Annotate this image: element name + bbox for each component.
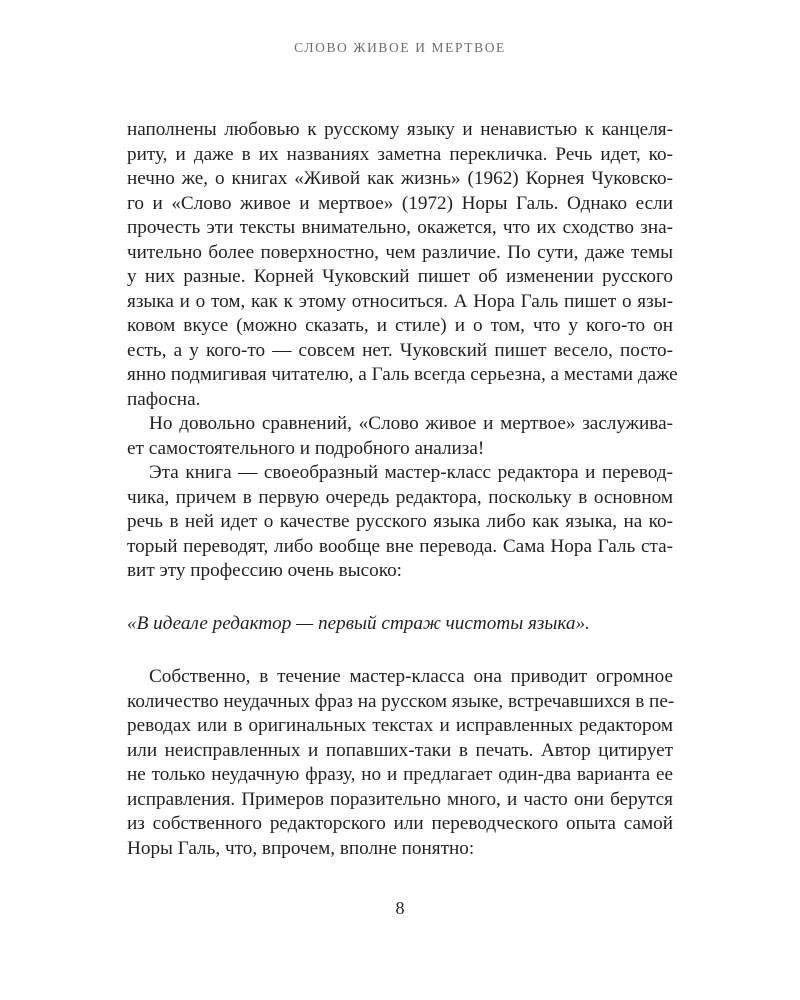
body-text-block-2 [127, 665, 673, 861]
text-line: прочесть эти тексты внимательно, окажется, что их сходство зна- [127, 217, 673, 238]
text-line: или неисправленных и попавших-таки в печать. Автор цитирует [127, 739, 673, 761]
text-line: есть, а у кого-то — совсем нет. Чуковский пишет весело, посто- [127, 339, 673, 361]
text-line: го и «Слово живое и мертвое» (1972) Норы Галь. Однако если [127, 192, 673, 214]
text-line: риту, и даже в их названиях заметна перекличка. Речь идет, ко- [127, 143, 673, 165]
text-line: нечно же, о книгах «Живой как жизнь» (1962) Корнея Чуковско- [127, 168, 673, 189]
text-line: торый переводят, либо вообще вне перевода. Сама Нора Галь ста- [127, 535, 673, 557]
text-line: чика, причем в первую очередь редактора, поскольку в основном [127, 486, 673, 508]
text-line: ковом вкусе (можно сказать, и стиле) и о том, что у кого-то он [127, 315, 673, 336]
running-header: СЛОВО ЖИВОЕ И МЕРТВОЕ [294, 40, 506, 55]
text-line: наполнены любовью к русскому языку и ненавистью к канцеля- [127, 119, 673, 140]
text-line: пафосна. [127, 388, 201, 410]
text-line: речь в ней идет о качестве русского языка либо как языка, на ко- [127, 511, 673, 532]
text-line: языка и о том, как к этому относиться. А Нора Галь пишет о язы- [127, 290, 673, 312]
text-line: у них разные. Корней Чуковский пишет об изменении русского [127, 266, 673, 287]
body-text-block-1 [127, 118, 678, 584]
quote: «В идеале редактор — первый страж чистоты языка». [127, 613, 590, 634]
text-line: янно подмигивая читателю, а Галь всегда серьезна, а местами даже [127, 364, 678, 385]
text-line: Собственно, в течение мастер-класса она приводит огромное [149, 666, 673, 687]
text-line: количество неудачных фраз на русском языке, встречавшихся в пе- [127, 690, 675, 712]
page-number: 8 [395, 898, 405, 918]
text-line: ет самостоятельного и подробного анализа! [127, 437, 485, 459]
text-line: из собственного редакторского или переводческого опыта самой [127, 813, 673, 834]
text-line: Норы Галь, что, впрочем, вполне понятно: [127, 837, 475, 859]
text-line: вит эту профессию очень высоко: [127, 560, 402, 581]
text-line: Но довольно сравнений, «Слово живое и мертвое» заслужива- [149, 413, 673, 434]
text-line: реводах или в оригинальных текстах и исправленных редактором [127, 715, 673, 736]
text-line: не только неудачную фразу, но и предлагает один-два варианта ее [127, 764, 673, 785]
text-line: Эта книга — своеобразный мастер-класс редактора и перевод- [149, 462, 673, 483]
text-line: исправления. Примеров поразительно много, и часто они берутся [127, 788, 673, 810]
text-line: чительно более поверхностно, чем различие. По сути, даже темы [127, 241, 673, 263]
